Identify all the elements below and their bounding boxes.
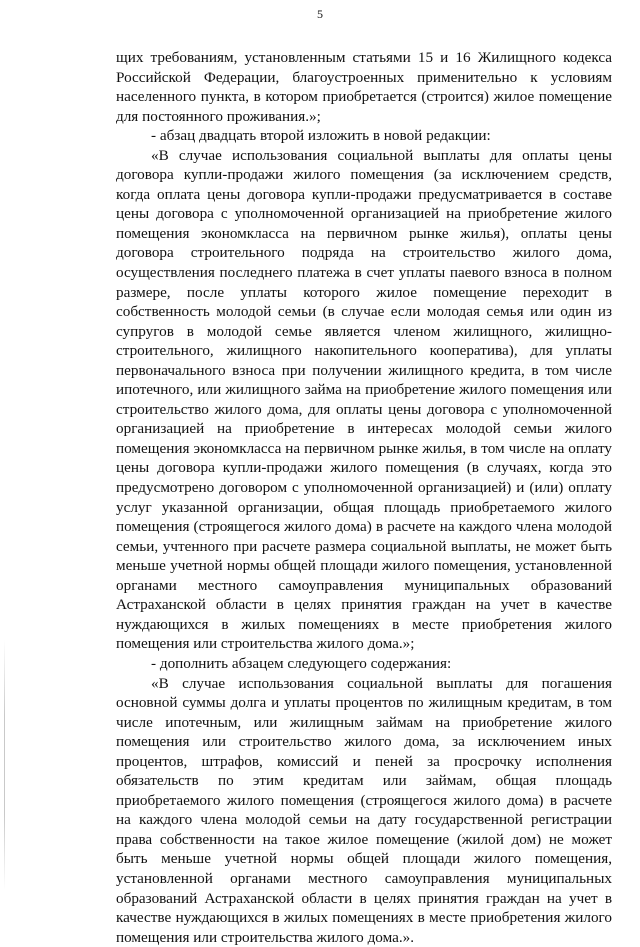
document-body (116, 48, 612, 947)
paragraph-instruction-replace: - абзац двадцать второй изложить в новой редакции: (116, 126, 612, 146)
paragraph-new-wording: «В случае использования социальной выплаты для оплаты цены договора купли-продажи жилого помещения (за исключением средств, когда оплата цены договора купли-продажи предусматривается в составе цены договора с уполномоченной организацией на приобретение жилого помещения экономкласса на первичном рынке жилья), оплаты цены договора строительного подряда на строительство жилого дома, осуществления последнего платежа в счет уплаты паевого взноса в полном размере, после уплаты которого жилое помещение переходит в собственность молодой семьи (в случае если молодая семья или один из супругов в молодой семье является членом жилищного, жилищно-строительного, жилищного накопительного кооператива), для уплаты первоначального взноса при получении жилищного кредита, в том числе ипотечного, или жилищного займа на приобретение жилого помещения или строительство жилого дома, для оплаты цены договора с уполномоченной организацией на приобретение в интересах молодой семьи жилого помещения экономкласса на первичном рынке жилья, в том числе на оплату цены договора купли-продажи жилого помещения (в случаях, когда это предусмотрено договором с уполномоченной организацией) и (или) оплату услуг указанной организации, общая площадь приобретаемого жилого помещения (строящегося жилого дома) в расчете на каждого члена молодой семьи, учтенного при расчете размера социальной выплаты, не может быть меньше учетной нормы общей площади жилого помещения, установленной органами местного самоуправления муниципальных образований Астраханской области в целях принятия граждан на учет в качестве нуждающихся в жилых помещениях в месте приобретения жилого помещения или строительства жилого дома.»; (116, 146, 612, 654)
paragraph-continuation: щих требованиям, установленным статьями 15 и 16 Жилищного кодекса Российской Федерации, благоустроенных применительно к условиям населенного пункта, в котором приобретается (строится) жилое помещение для постоянного проживания.»; (116, 48, 612, 126)
paragraph-added-text: «В случае использования социальной выплаты для погашения основной суммы долга и уплаты процентов по жилищным кредитам, в том числе ипотечным, или жилищным займам на приобретение жилого помещения или строительство жилого дома, за исключением иных процентов, штрафов, комиссий и пеней за просрочку исполнения обязательств по этим кредитам или займам, общая площадь приобретаемого жилого помещения (строящегося жилого дома) в расчете на каждого члена молодой семьи на дату государственной регистрации права собственности на такое жилое помещение (жилой дом) не может быть меньше учетной нормы общей площади жилого помещения, установленной органами местного самоуправления муниципальных образований Астраханской области в целях принятия граждан на учет в качестве нуждающихся в жилых помещениях в месте приобретения жилого помещения или строительства жилого дома.». (116, 674, 612, 947)
page-number: 5 (0, 7, 640, 22)
scan-edge-line (4, 640, 5, 890)
paragraph-instruction-add: - дополнить абзацем следующего содержания: (116, 654, 612, 674)
